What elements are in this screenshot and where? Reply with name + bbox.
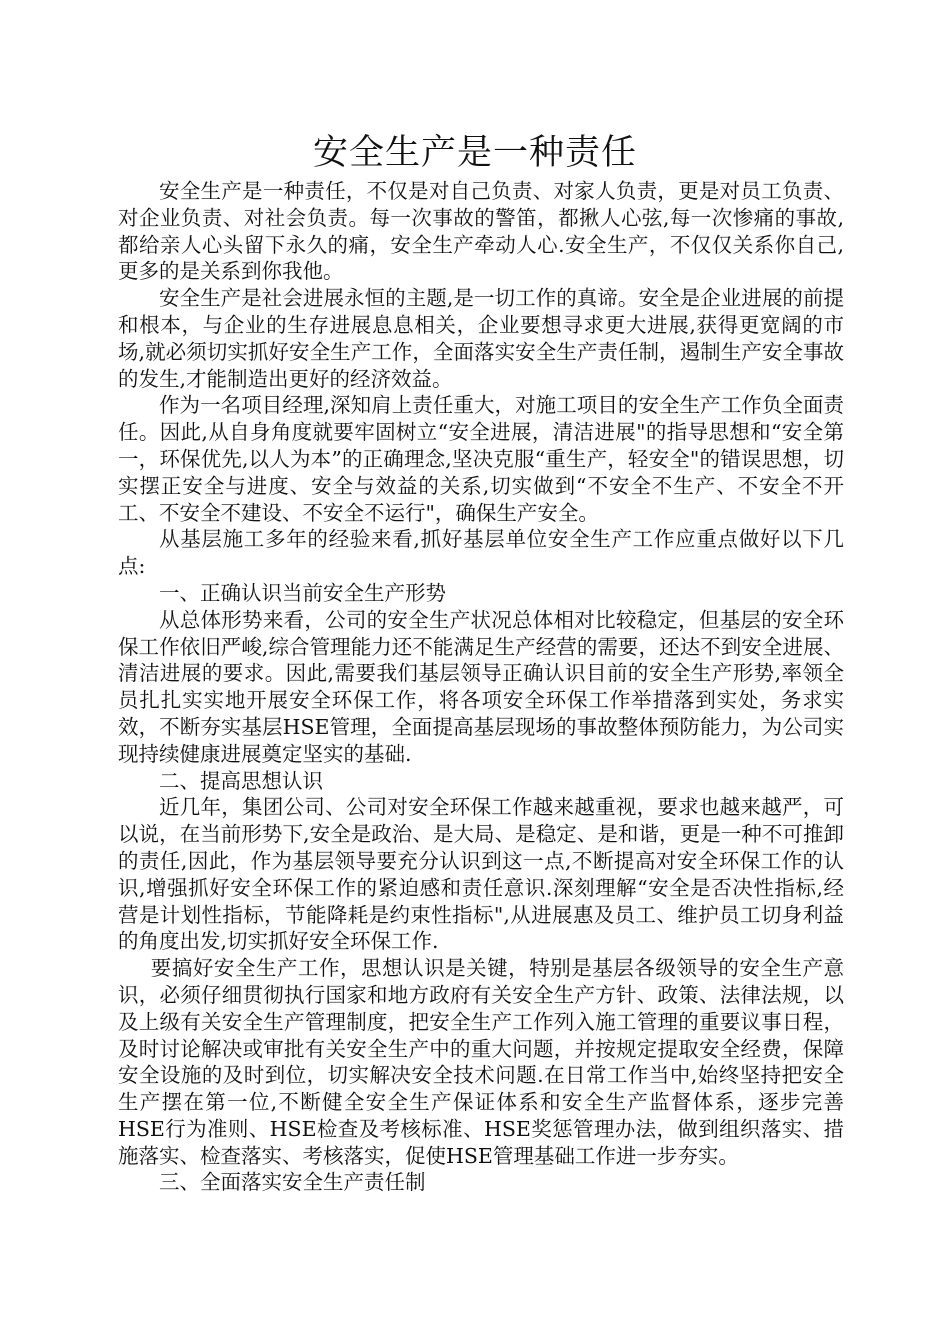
paragraph-5: 从总体形势来看，公司的安全生产状况总体相对比较稳定，但基层的安全环保工作依旧严峻,综合管理能力还不能满足生产经营的需要，还达不到安全进展、清洁进展的要求。因此,需要我们基层领导正确认识目前的安全生产形势,率领全员扎扎实实地开展安全环保工作，将各项安全环保工作举措落到实处，务求实效，不断夯实基层HSE管理，全面提高基层现场的事故整体预防能力，为公司实现持续健康进展奠定坚实的基础. (118, 607, 844, 766)
paragraph-1: 安全生产是一种责任，不仅是对自己负责、对家人负责，更是对员工负责、对企业负责、对社会负责。每一次事故的警笛，都揪人心弦,每一次惨痛的事故,都给亲人心头留下永久的痛，安全生产牵动人心.安全生产，不仅仅关系你自己,更多的是关系到你我他。 (118, 179, 844, 284)
paragraph-7: 要搞好安全生产工作，思想认识是关键，特别是基层各级领导的安全生产意识，必须仔细贯彻执行国家和地方政府有关安全生产方针、政策、法律法规，以及上级有关安全生产管理制度，把安全生产工作列入施工管理的重要议事日程，及时讨论解决或审批有关安全生产中的重大问题，并按规定提取安全经费，保障安全设施的及时到位，切实解决安全技术问题.在日常工作当中,始终坚持把安全生产摆在第一位,不断健全安全生产保证体系和安全生产监督体系，逐步完善HSE行为准则、HSE检查及考核标准、HSE奖惩管理办法，做到组织落实、措施落实、检查落实、考核落实，促使HSE管理基础工作进一步夯实。 (118, 956, 844, 1168)
section-heading-3: 三、全面落实安全生产责任制 (159, 1170, 426, 1195)
document-body (118, 178, 844, 1196)
paragraph-4: 从基层施工多年的经验来看,抓好基层单位安全生产工作应重点做好以下几点: (118, 527, 844, 579)
paragraph-3: 作为一名项目经理,深知肩上责任重大，对施工项目的安全生产工作负全面责任。因此,从自身角度就要牢固树立“安全进展，清洁进展"的指导思想和“安全第一，环保优先,以人为本”的正确理念,坚决克服“重生产，轻安全"的错误思想，切实摆正安全与进度、安全与效益的关系,切实做到“不安全不生产、不安全不开工、不安全不建设、不安全不运行"，确保生产安全。 (118, 393, 844, 525)
document-title: 安全生产是一种责任 (312, 133, 637, 173)
section-heading-2: 二、提高思想认识 (159, 768, 323, 793)
paragraph-6: 近几年，集团公司、公司对安全环保工作越来越重视，要求也越来越严，可以说，在当前形势下,安全是政治、是大局、是稳定、是和谐，更是一种不可推卸的责任,因此，作为基层领导要充分认识到这一点,不断提高对安全环保工作的认识,增强抓好安全环保工作的紧迫感和责任意识.深刻理解“安全是否决性指标,经营是计划性指标，节能降耗是约束性指标",从进展惠及员工、维护员工切身利益的角度出发,切实抓好安全环保工作. (118, 795, 844, 954)
section-heading-1: 一、正确认识当前安全生产形势 (159, 580, 446, 605)
paragraph-2: 安全生产是社会进展永恒的主题,是一切工作的真谛。安全是企业进展的前提和根本，与企业的生存进展息息相关，企业要想寻求更大进展,获得更宽阔的市场,就必须切实抓好安全生产工作，全面落实安全生产责任制，遏制生产安全事故的发生,才能制造出更好的经济效益。 (118, 286, 844, 391)
